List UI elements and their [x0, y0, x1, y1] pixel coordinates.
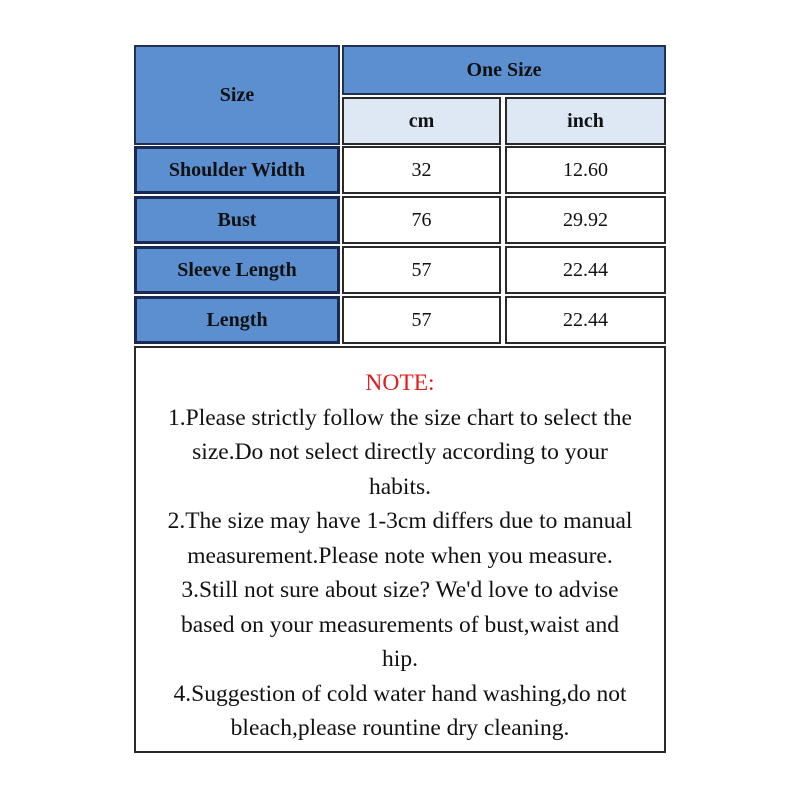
note-box	[134, 346, 666, 753]
row-cm-value: 32	[411, 158, 432, 181]
row-label: Shoulder Width	[168, 158, 306, 181]
size-chart	[134, 45, 666, 753]
row-cm-value: 76	[411, 208, 432, 231]
row-label-cell	[134, 146, 340, 194]
row-inch-value: 12.60	[563, 158, 608, 181]
row-label-cell	[134, 196, 340, 244]
row-inch-cell	[505, 146, 666, 194]
row-inch-cell	[505, 246, 666, 294]
row-inch-value: 22.44	[563, 258, 608, 281]
row-label-cell	[134, 296, 340, 344]
row-label-cell	[134, 246, 340, 294]
row-cm-value: 57	[411, 258, 432, 281]
row-label: Length	[206, 308, 268, 331]
note-line: 1.Please strictly follow the size chart to select the	[168, 404, 632, 431]
note-line: habits.	[368, 473, 431, 500]
row-inch-value: 29.92	[563, 208, 608, 231]
size-header-cell	[134, 45, 340, 145]
unit-inch-label: inch	[567, 109, 604, 132]
row-inch-value: 22.44	[563, 308, 608, 331]
one-size-header-cell	[342, 45, 666, 95]
note-line: 4.Suggestion of cold water hand washing,do not	[173, 680, 627, 707]
unit-cm-label: cm	[408, 109, 435, 132]
row-inch-cell	[505, 296, 666, 344]
note-line: measurement.Please note when you measure.	[187, 542, 613, 569]
row-inch-cell	[505, 196, 666, 244]
note-line: 2.The size may have 1-3cm differs due to manual	[167, 508, 633, 534]
unit-inch-cell	[505, 97, 666, 145]
note-line: size.Do not select directly according to your	[192, 439, 608, 465]
row-label: Bust	[217, 208, 257, 231]
note-line: hip.	[382, 646, 418, 672]
row-cm-cell	[342, 196, 501, 244]
one-size-header-label: One Size	[466, 58, 542, 81]
row-cm-cell	[342, 296, 501, 344]
size-header-label: Size	[219, 83, 255, 106]
unit-cm-cell	[342, 97, 501, 145]
note-title: NOTE:	[365, 370, 435, 396]
note-line: 3.Still not sure about size? We'd love to advise	[181, 577, 619, 603]
row-label: Sleeve Length	[177, 258, 297, 281]
note-line: bleach,please rountine dry cleaning.	[230, 715, 570, 741]
row-cm-cell	[342, 146, 501, 194]
row-cm-cell	[342, 246, 501, 294]
row-cm-value: 57	[411, 308, 432, 331]
note-line: based on your measurements of bust,waist and	[181, 611, 619, 638]
